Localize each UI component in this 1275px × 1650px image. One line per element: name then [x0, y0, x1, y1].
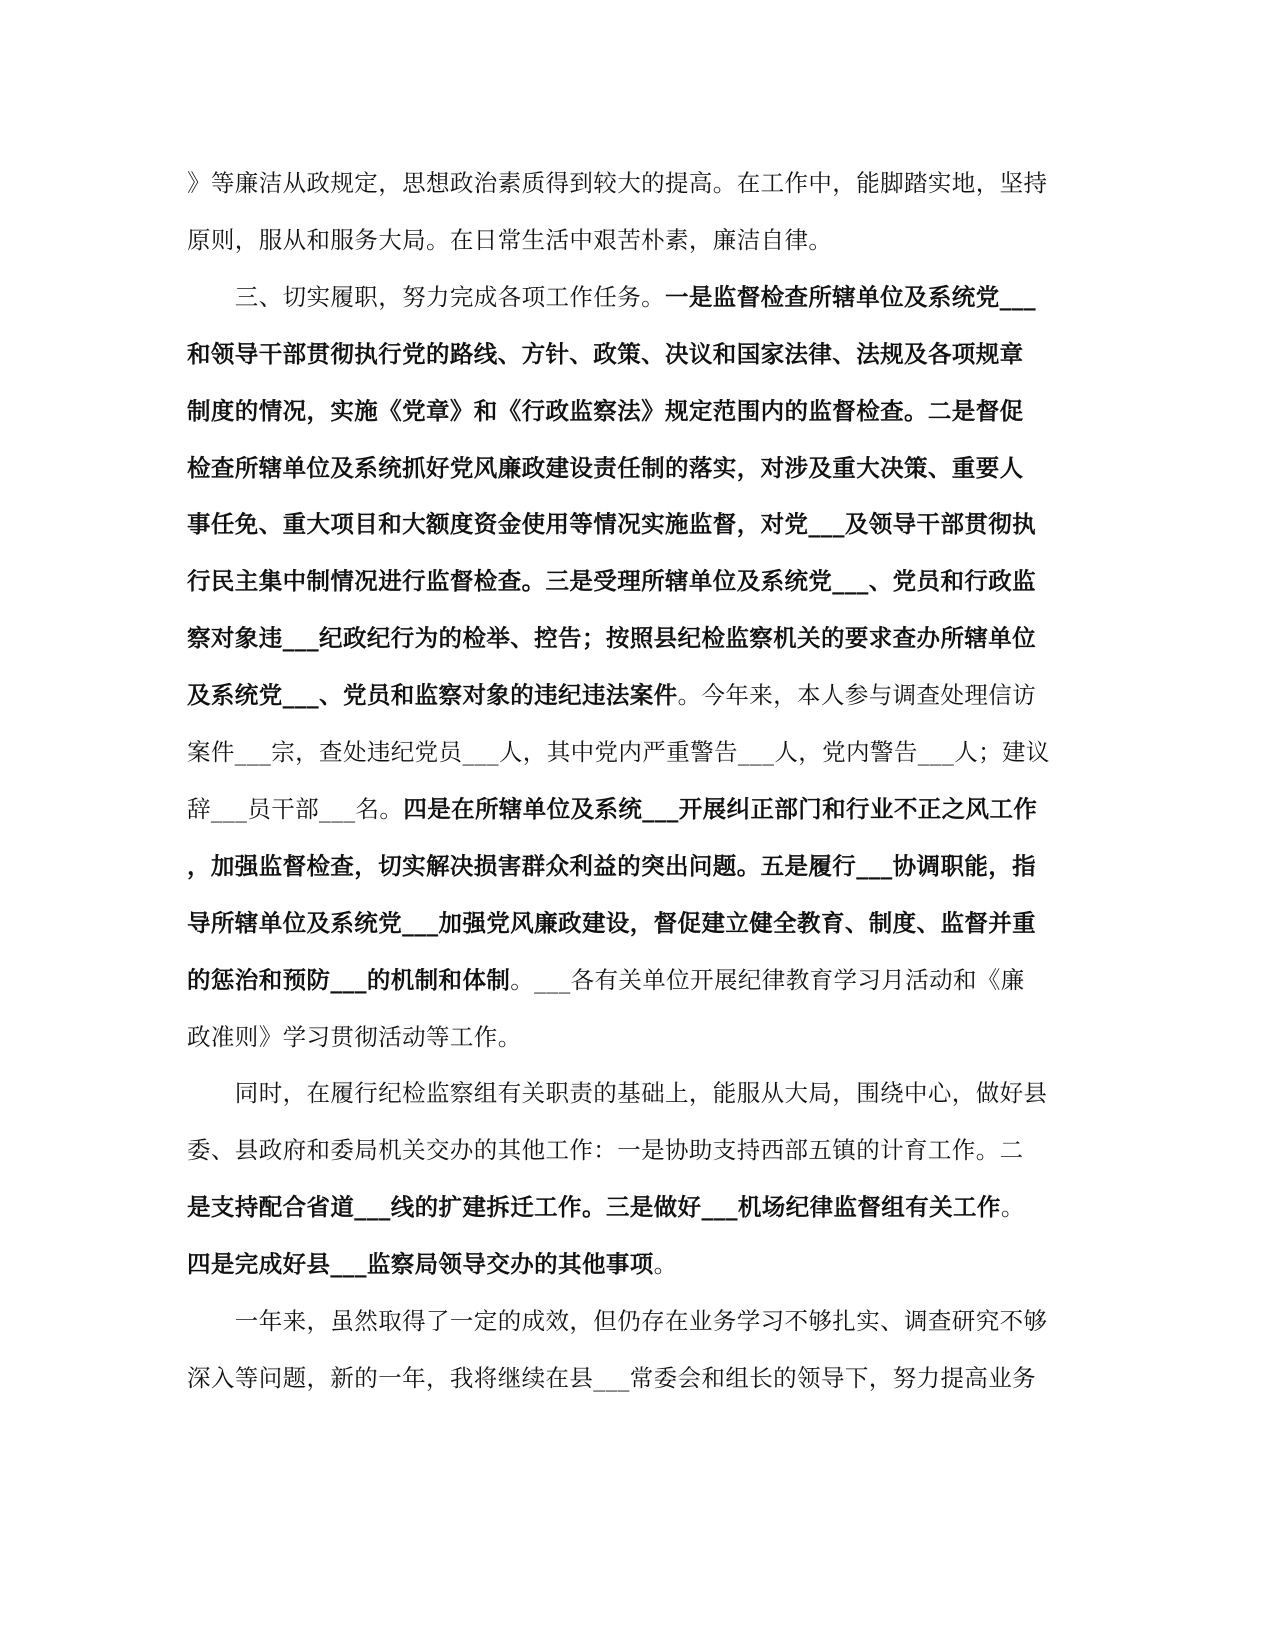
- bold-text-segment: 及系统党___、党员和监察对象的违纪违法案件: [187, 681, 678, 710]
- text-line: [187, 1022, 1087, 1052]
- bold-text-segment: 行民主集中制情况进行监督检查。三是受理所辖单位及系统党___、党员和行政监: [187, 567, 1037, 596]
- text-line: [187, 1249, 1087, 1279]
- text-line: [187, 737, 1087, 767]
- text-segment: 。: [1000, 1193, 1025, 1222]
- text-line: [187, 168, 1087, 198]
- bold-text-segment: 察对象违___纪政纪行为的检举、控告；按照县纪检监察机关的要求查办所辖单位: [187, 624, 1037, 653]
- text-line: [187, 1192, 1087, 1222]
- text-line: [187, 965, 1087, 995]
- bold-text-segment: ，加强监督检查，切实解决损害群众利益的突出问题。五是履行___协调职能，指: [187, 851, 1037, 880]
- text-line: [187, 453, 1087, 483]
- text-line: [187, 1306, 1087, 1336]
- text-line: [187, 1078, 1087, 1108]
- text-line: [187, 851, 1087, 881]
- text-segment: 辞___员干部___名。: [187, 794, 404, 823]
- text-line: [187, 908, 1087, 938]
- bold-text-segment: 检查所辖单位及系统抓好党风廉政建设责任制的落实，对涉及重大决策、重要人: [187, 453, 1024, 482]
- text-segment: 》等廉洁从政规定，思想政治素质得到较大的提高。在工作中，能脚踏实地，坚持: [187, 169, 1048, 197]
- text-line: [187, 794, 1087, 824]
- bold-text-segment: 四是在所辖单位及系统___开展纠正部门和行业不正之风工作: [403, 794, 1038, 823]
- text-line: [187, 225, 1087, 255]
- text-segment: 。今年来，本人参与调查处理信访: [677, 681, 1037, 710]
- bold-text-segment: 制度的情况，实施《党章》和《行政监察法》规定范围内的监督检查。二是督促: [187, 396, 1024, 425]
- bold-text-segment: 导所辖单位及系统党___加强党风廉政建设，督促建立健全教育、制度、监督并重: [187, 908, 1037, 937]
- text-segment: 委、县政府和委局机关交办的其他工作：一是协助支持西部五镇的计育工作。二: [187, 1136, 1024, 1165]
- text-line: [187, 509, 1087, 539]
- text-segment: 。: [653, 1250, 678, 1279]
- text-segment: 。___各有关单位开展纪律教育学习月活动和《廉: [510, 965, 1025, 994]
- text-line: [187, 1135, 1087, 1165]
- text-segment: 原则，服从和服务大局。在日常生活中艰苦朴素，廉洁自律。: [187, 225, 833, 254]
- text-line: [187, 680, 1087, 710]
- text-line: [187, 396, 1087, 426]
- bold-text-segment: 四是完成好县___监察局领导交办的其他事项: [187, 1250, 654, 1279]
- bold-text-segment: 的惩治和预防___的机制和体制: [187, 965, 511, 994]
- bold-text-segment: 是支持配合省道___线的扩建拆迁工作。三是做好___机场纪律监督组有关工作: [187, 1193, 1001, 1222]
- text-line: [187, 1363, 1087, 1393]
- bold-text-segment: 和领导干部贯彻执行党的路线、方针、政策、决议和国家法律、法规及各项规章: [187, 339, 1024, 368]
- text-segment: 案件___宗，查处违纪党员___人，其中党内严重警告___人，党内警告___人；建议: [187, 738, 1050, 766]
- text-line: [187, 282, 1087, 312]
- text-segment: 政准则》学习贯彻活动等工作。: [187, 1022, 522, 1051]
- text-segment: 三、切实履职，努力完成各项工作任务。: [187, 282, 665, 311]
- text-line: [187, 623, 1087, 653]
- text-line: [187, 339, 1087, 369]
- text-line: [187, 566, 1087, 596]
- text-segment: 深入等问题，新的一年，我将继续在县___常委会和组长的领导下，努力提高业务: [187, 1363, 1037, 1392]
- text-segment: 一年来，虽然取得了一定的成效，但仍存在业务学习不够扎实、调查研究不够: [187, 1307, 1048, 1335]
- text-segment: 同时，在履行纪检监察组有关职责的基础上，能服从大局，围绕中心，做好县: [187, 1079, 1048, 1108]
- bold-text-segment: 事任免、重大项目和大额度资金使用等情况实施监督，对党___及领导干部贯彻执: [187, 510, 1037, 539]
- bold-text-segment: 一是监督检查所辖单位及系统党___: [665, 282, 1037, 311]
